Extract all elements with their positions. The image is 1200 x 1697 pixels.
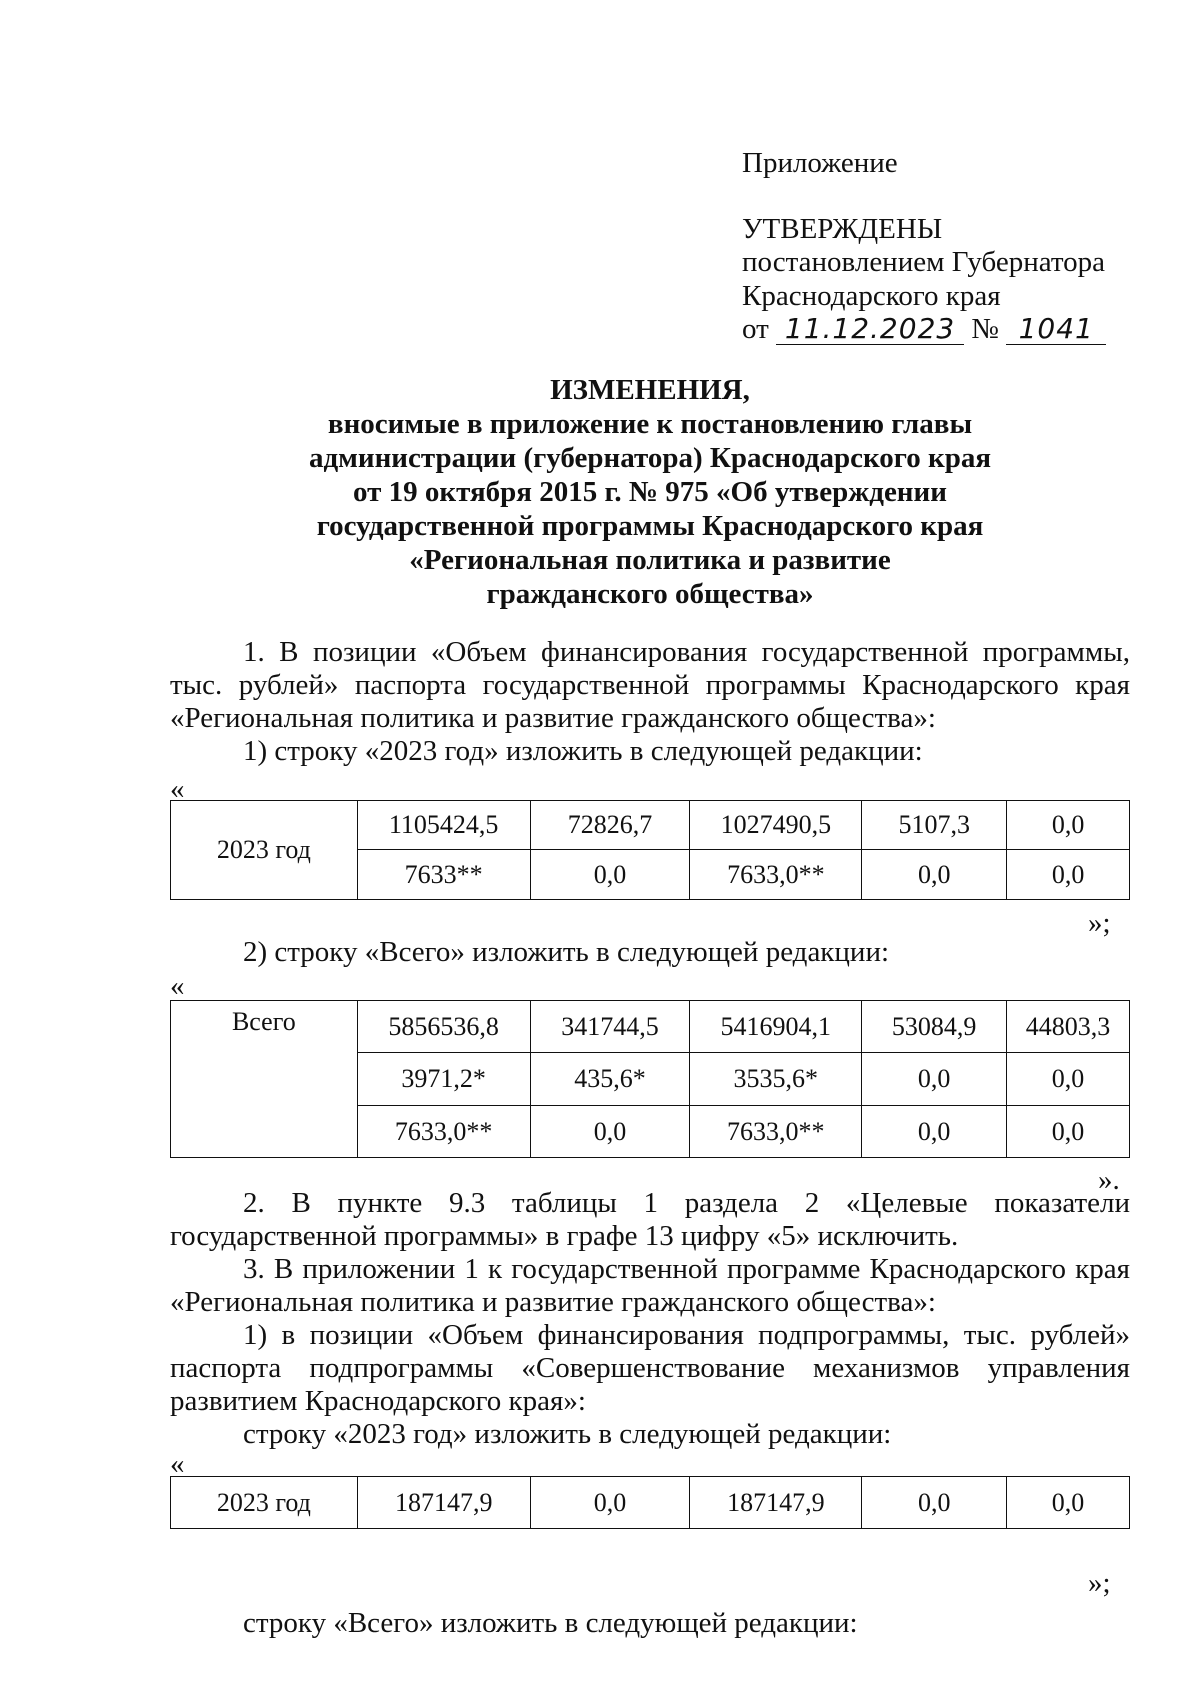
date-prefix: от [742,313,769,345]
table-cell: 0,0 [862,850,1007,900]
approved-by-line-1: постановлением Губернатора [742,246,1106,278]
table-cell: 5416904,1 [690,1001,862,1053]
table-cell: 72826,7 [530,801,690,850]
paragraph-line: тыс. рублей» паспорта государственной программы Краснодарского края [170,669,1130,701]
table-cell: 1027490,5 [690,801,862,850]
paragraph-line: 3. В приложении 1 к государственной программе Краснодарского края [243,1253,1130,1285]
subprogram-table-2023 [170,1476,1130,1529]
row-label: 2023 год [171,1477,358,1529]
paragraph-3 [170,1253,1130,1451]
approved-label: УТВЕРЖДЕНЫ [742,213,943,245]
table-cell: 0,0 [1007,801,1130,850]
row-label: 2023 год [171,801,358,900]
table-cell: 7633,0** [357,1106,530,1158]
table-cell: 5107,3 [862,801,1007,850]
paragraph-1 [170,636,1130,768]
table-cell: 187147,9 [357,1477,530,1529]
open-quote: « [170,773,185,805]
financing-table-2023 [170,800,1130,900]
table-cell: 7633,0** [690,850,862,900]
paragraph-line: 1. В позиции «Объем финансирования государственной программы, [243,636,1130,668]
paragraph-line: паспорта подпрограммы «Совершенствование механизмов управления [170,1352,1130,1384]
table-cell: 0,0 [530,850,690,900]
doc-subtitle-line: государственной программы Краснодарского края [316,510,984,542]
doc-subtitle-line: вносимые в приложение к постановлению главы [327,408,973,440]
handwritten-date: 11.12.2023 [776,314,964,345]
table-cell: 7633** [357,850,530,900]
table-cell: 0,0 [530,1477,690,1529]
close-quote: »; [1088,1567,1111,1599]
table-cell: 0,0 [862,1053,1007,1106]
row-label: Всего [171,1001,358,1158]
table-cell: 187147,9 [690,1477,862,1529]
handwritten-number: 1041 [1006,314,1106,345]
paragraph-line: 1) в позиции «Объем финансирования подпрограммы, тыс. рублей» [243,1319,1130,1351]
table-cell: 53084,9 [862,1001,1007,1053]
table-cell: 0,0 [1007,1053,1130,1106]
number-prefix: № [971,313,999,345]
doc-title: ИЗМЕНЕНИЯ, [550,374,750,406]
paragraph-2 [170,1187,1130,1253]
table-cell: 341744,5 [530,1001,690,1053]
table-cell: 44803,3 [1007,1001,1130,1053]
table-cell: 3535,6* [690,1053,862,1106]
open-quote: « [170,970,185,1002]
table-cell: 0,0 [862,1477,1007,1529]
doc-subtitle-line: от 19 октября 2015 г. № 975 «Об утверждении [353,476,947,508]
table-cell: 7633,0** [690,1106,862,1158]
list-item: строку «Всего» изложить в следующей редакции: [243,1607,858,1639]
table-cell: 0,0 [530,1106,690,1158]
table-cell: 0,0 [1007,1106,1130,1158]
doc-subtitle-line: гражданского общества» [486,578,814,610]
table-cell: 3971,2* [357,1053,530,1106]
paragraph-line: «Региональная политика и развитие гражданского общества»: [170,1286,936,1318]
approved-by-line-2: Краснодарского края [742,280,1001,312]
table-cell: 5856536,8 [357,1001,530,1053]
decree-date-number [742,312,1106,346]
list-item: строку «2023 год» изложить в следующей редакции: [243,1418,892,1450]
paragraph-line: государственной программы» в графе 13 цифру «5» исключить. [170,1220,959,1252]
list-item: 2) строку «Всего» изложить в следующей редакции: [243,936,890,968]
table-cell: 1105424,5 [357,801,530,850]
table-cell: 435,6* [530,1053,690,1106]
close-quote: »; [1088,907,1111,939]
list-item: 1) строку «2023 год» изложить в следующей редакции: [243,735,923,767]
table-cell: 0,0 [1007,1477,1130,1529]
close-quote: ». [1098,1164,1120,1196]
paragraph-line: «Региональная политика и развитие гражданского общества»: [170,702,936,734]
open-quote: « [170,1448,185,1480]
appendix-label: Приложение [742,147,898,179]
table-cell: 0,0 [862,1106,1007,1158]
paragraph-line: развитием Краснодарского края»: [170,1385,586,1417]
doc-subtitle-line: «Региональная политика и развитие [409,544,891,576]
doc-subtitle-line: администрации (губернатора) Краснодарского края [308,442,992,474]
financing-table-total [170,1000,1130,1158]
paragraph-line: 2. В пункте 9.3 таблицы 1 раздела 2 «Целевые показатели [243,1187,1130,1219]
table-cell: 0,0 [1007,850,1130,900]
